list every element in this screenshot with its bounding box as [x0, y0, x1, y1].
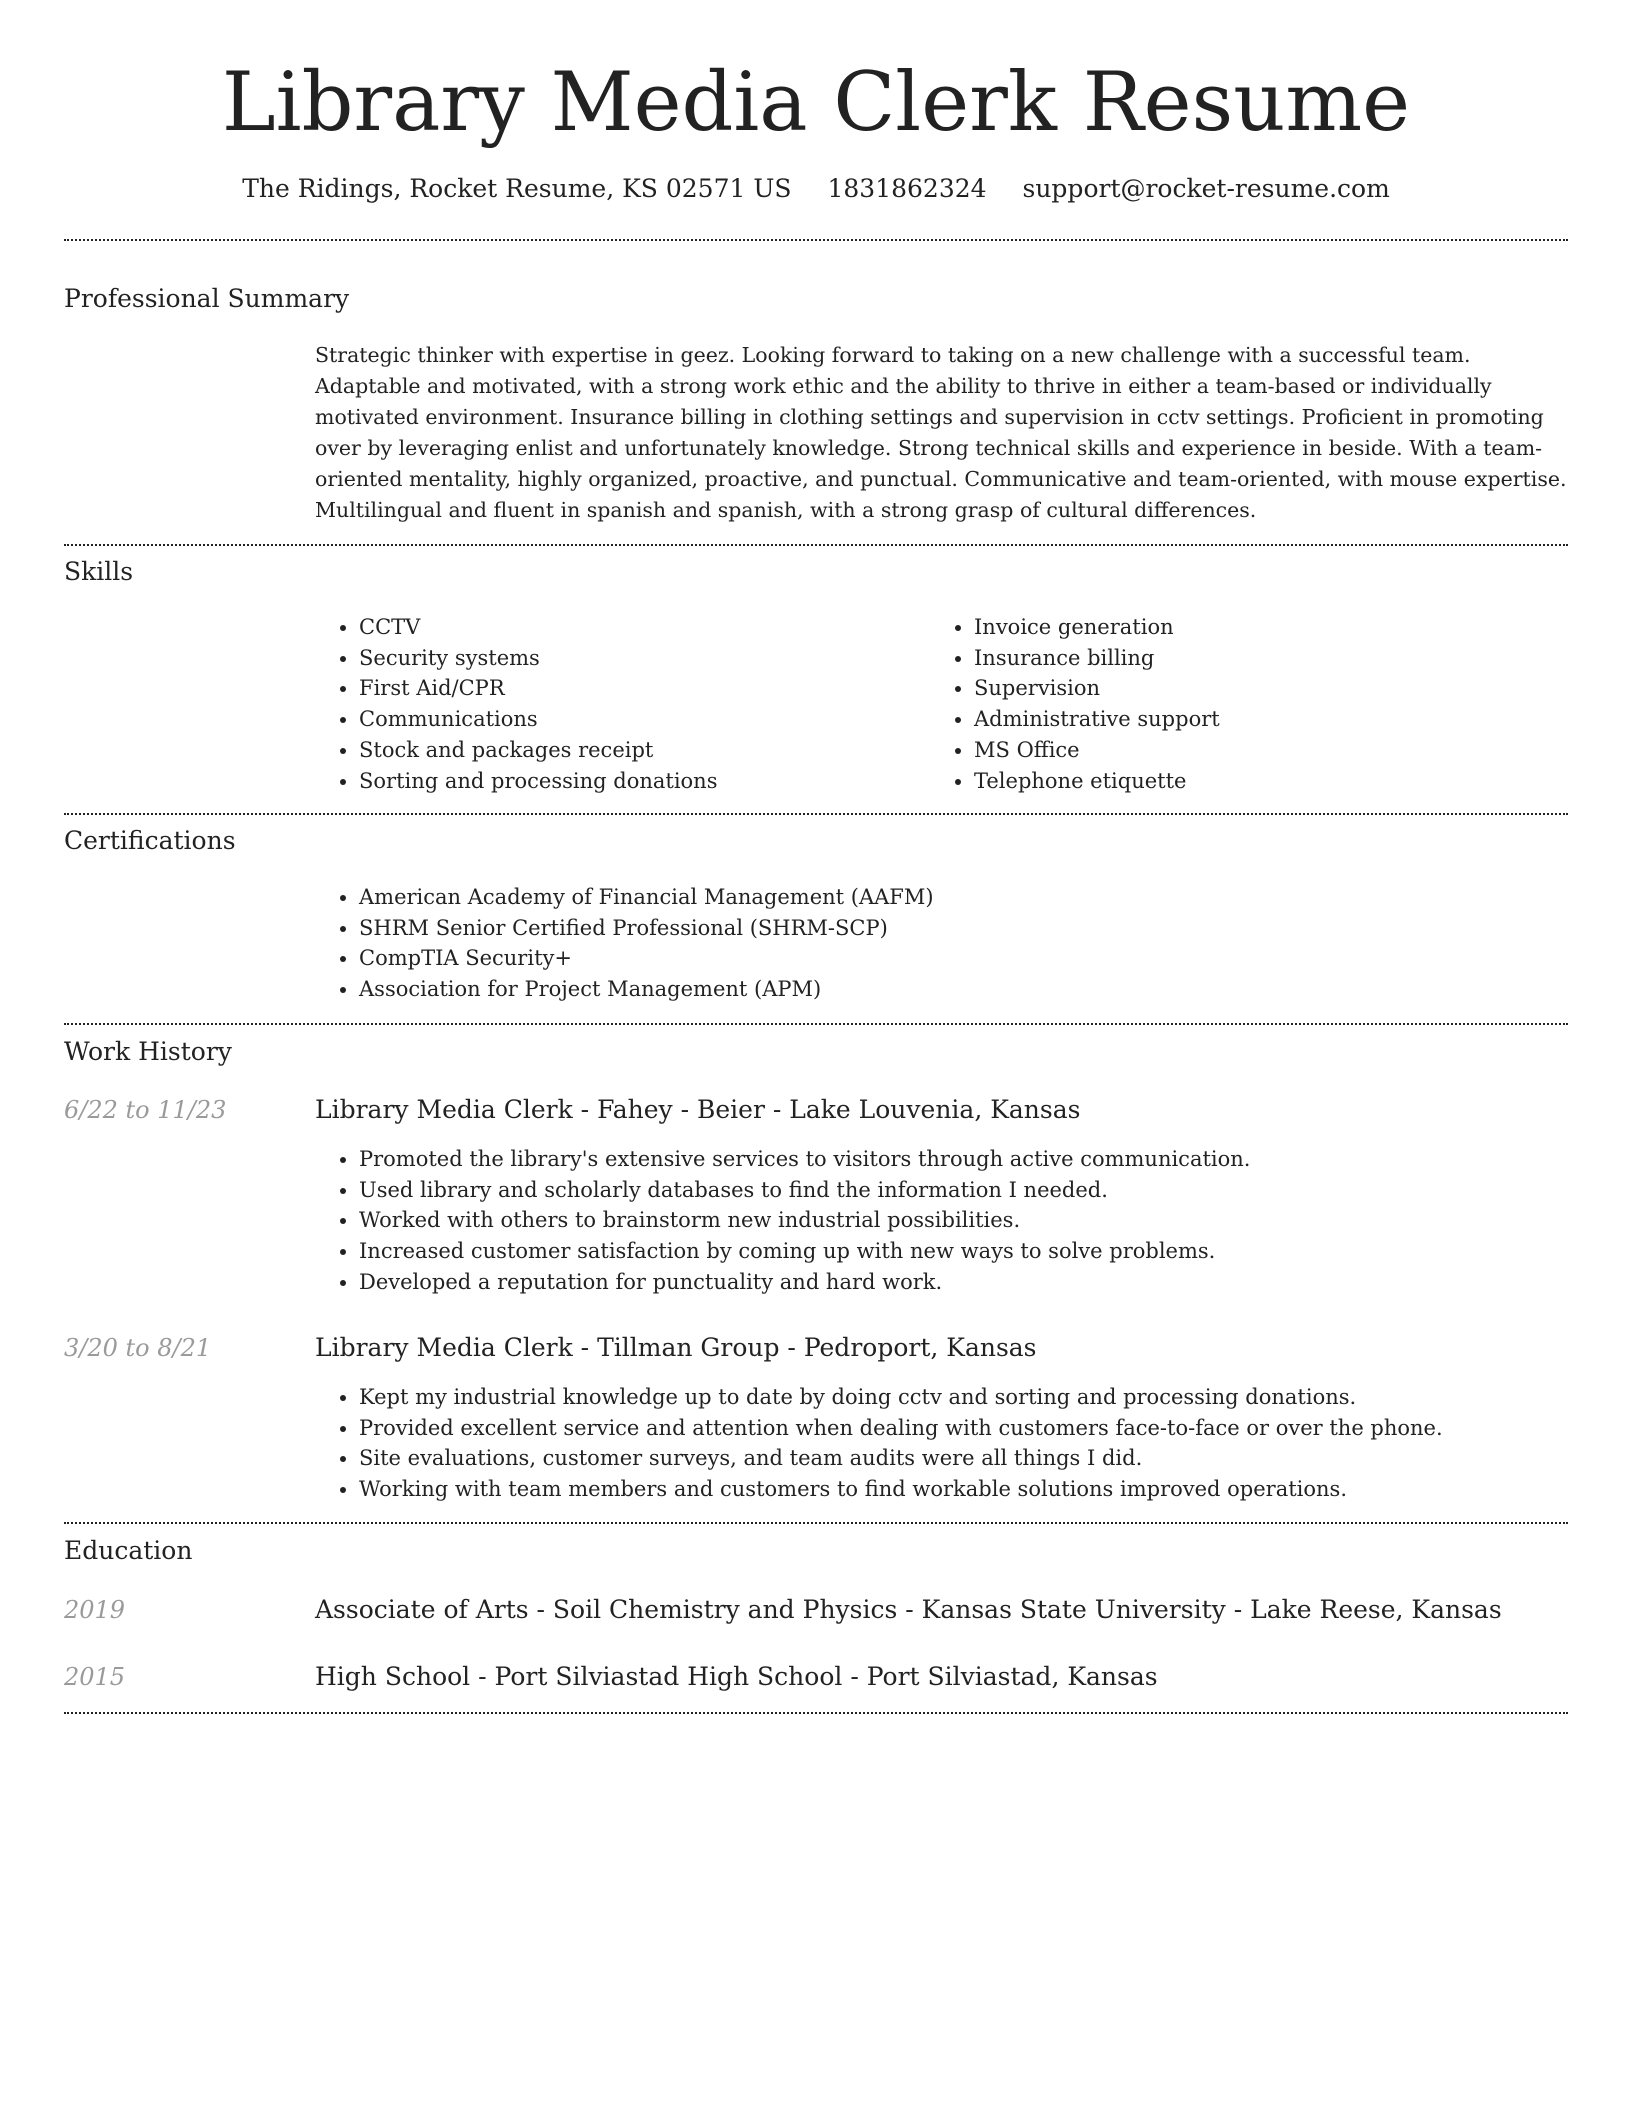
skill-item: • Telephone etiquette [974, 766, 1574, 797]
job-dates: 6/22 to 11/23 [64, 1096, 227, 1124]
job-bullet: • Worked with others to brainstorm new industrial possibilities. [359, 1205, 1609, 1236]
certifications-heading: Certifications [64, 826, 236, 855]
job-dates: 3/20 to 8/21 [64, 1334, 212, 1362]
education-year: 2015 [64, 1663, 126, 1691]
skill-item: • Insurance billing [974, 643, 1574, 674]
contact-address: The Ridings, Rocket Resume, KS 02571 US [242, 174, 792, 203]
certification-item: • American Academy of Financial Management (AAFM) [359, 882, 1559, 913]
skill-item: • CCTV [359, 612, 919, 643]
education-detail: Associate of Arts - Soil Chemistry and Physics - Kansas State University - Lake Reese, Kansas [315, 1595, 1502, 1624]
contact-phone: 1831862324 [827, 174, 987, 203]
job-bullet: • Developed a reputation for punctuality and hard work. [359, 1267, 1609, 1298]
skill-item: • Sorting and processing donations [359, 766, 919, 797]
divider [64, 813, 1568, 815]
divider [64, 239, 1568, 241]
divider [64, 1712, 1568, 1714]
job-bullet: • Used library and scholarly databases to find the information I needed. [359, 1175, 1609, 1206]
skills-list-left [315, 612, 919, 796]
divider [64, 1522, 1568, 1524]
skill-item: • Communications [359, 704, 919, 735]
skill-item: • Supervision [974, 673, 1574, 704]
divider [64, 544, 1568, 546]
skill-item: • Invoice generation [974, 612, 1574, 643]
skills-list-right [930, 612, 1574, 796]
education-detail: High School - Port Silviastad High School - Port Silviastad, Kansas [315, 1662, 1158, 1691]
job-bullet: • Working with team members and customers to find workable solutions improved operations. [359, 1474, 1609, 1505]
skill-item: • Stock and packages receipt [359, 735, 919, 766]
job-bullet: • Provided excellent service and attention when dealing with customers face-to-face or over the phone. [359, 1413, 1609, 1444]
job-bullet: • Kept my industrial knowledge up to date by doing cctv and sorting and processing donations. [359, 1382, 1609, 1413]
resume-title: Library Media Clerk Resume [221, 56, 1411, 150]
education-heading: Education [64, 1536, 193, 1565]
work-history-heading: Work History [64, 1037, 232, 1066]
job-bullets [315, 1144, 1609, 1298]
skill-item: • Security systems [359, 643, 919, 674]
contact-email: support@rocket-resume.com [1022, 174, 1390, 203]
certification-item: • CompTIA Security+ [359, 943, 1559, 974]
certifications-list [315, 882, 1559, 1005]
summary-heading: Professional Summary [64, 284, 350, 313]
job-bullets [315, 1382, 1609, 1505]
job-bullet: • Promoted the library's extensive services to visitors through active communication. [359, 1144, 1609, 1175]
divider [64, 1023, 1568, 1025]
education-year: 2019 [64, 1596, 126, 1624]
job-bullet: • Increased customer satisfaction by coming up with new ways to solve problems. [359, 1236, 1609, 1267]
skills-heading: Skills [64, 557, 134, 586]
contact-line [0, 172, 1632, 206]
job-title: Library Media Clerk - Tillman Group - Pedroport, Kansas [315, 1333, 1037, 1362]
summary-text: Strategic thinker with expertise in geez. Looking forward to taking on a new challenge with a successful team. Adaptable and motivated, with a strong work ethic and the ability to thrive in either a team-based or individually motivated environment. Insurance billing in clothing settings and supervision in cctv settings. Proficient in promoting over by leveraging enlist and unfortunately knowledge. Strong technical skills and experience in beside. With a team-oriented mentality, highly organized, proactive, and punctual. Communicative and team-oriented, with mouse expertise. Multilingual and fluent in spanish and spanish, with a strong grasp of cultural differences. [315, 343, 1567, 522]
skill-item: • Administrative support [974, 704, 1574, 735]
skill-item: • First Aid/CPR [359, 673, 919, 704]
job-bullet: • Site evaluations, customer surveys, and team audits were all things I did. [359, 1443, 1609, 1474]
certification-item: • SHRM Senior Certified Professional (SHRM-SCP) [359, 913, 1559, 944]
job-title: Library Media Clerk - Fahey - Beier - Lake Louvenia, Kansas [315, 1095, 1081, 1124]
certification-item: • Association for Project Management (APM) [359, 974, 1559, 1005]
skill-item: • MS Office [974, 735, 1574, 766]
